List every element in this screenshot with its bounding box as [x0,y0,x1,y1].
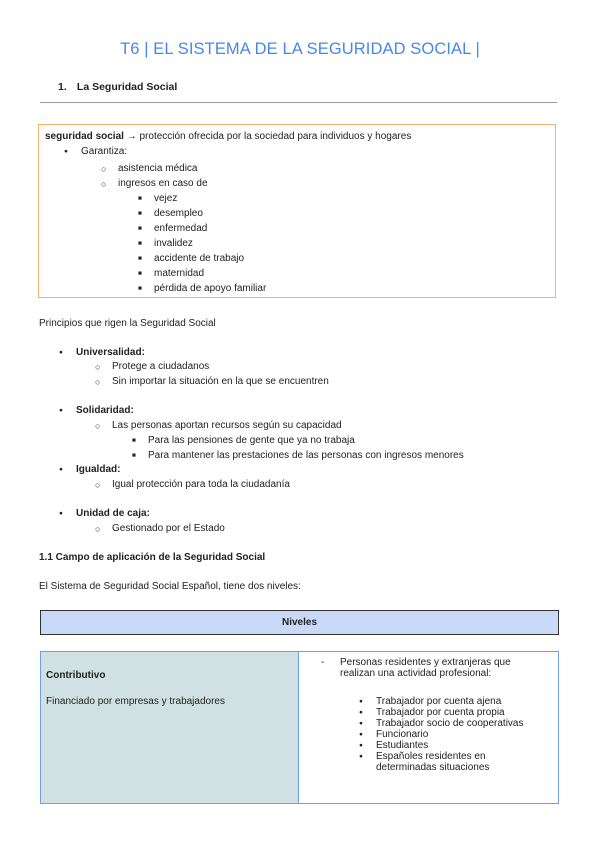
levels-intro: El Sistema de Seguridad Social Español, tiene dos niveles: [39,581,301,592]
guarantees-label: ● Garantiza: [81,146,127,158]
principle-item: ○ Las personas aportan recursos según su capacidad [112,420,342,432]
worker-type: ● Españoles residentes en [376,751,486,762]
definition-text: protección ofrecida por la sociedad para individuos y hogares [139,131,412,142]
section-1-number: 1. [58,81,67,93]
guarantee-item: ○ asistencia médica [118,163,197,175]
document-title: T6 | EL SISTEMA DE LA SEGURIDAD SOCIAL | [120,40,480,58]
definition-term: seguridad social [45,131,124,142]
case-item: ■ pérdida de apoyo familiar [154,283,266,295]
principle-universalidad: ● Universalidad: [76,347,145,359]
worker-type: ● Trabajador socio de cooperativas [376,718,524,729]
who-line: realizan una actividad profesional: [340,668,492,679]
section-1-1-heading: 1.1 Campo de aplicación de la Seguridad Social [39,552,266,563]
definition-line [45,131,411,143]
case-item: ■ invalidez [154,238,193,250]
case-item: ■ accidente de trabajo [154,253,244,265]
worker-type: ● Funcionario [376,729,428,740]
principle-solidaridad: ● Solidaridad: [76,405,134,417]
case-item: ■ vejez [154,193,177,205]
worker-type: ● Trabajador por cuenta propia [376,707,505,718]
contributivo-who-cell [299,652,558,803]
principle-item: ○ Sin importar la situación en la que se encuentren [112,376,329,388]
section-1-heading [58,81,177,93]
case-item: ■ desempleo [154,208,203,220]
contributivo-cell [41,652,299,803]
dash-bullet: - [321,657,325,668]
worker-type-continuation: determinadas situaciones [376,762,490,773]
principle-igualdad: ● Igualdad: [76,464,120,476]
principle-subitem: ■ Para las pensiones de gente que ya no trabaja [148,435,355,447]
worker-type: ● Estudiantes [376,740,428,751]
principle-item: ○ Igual protección para toda la ciudadanía [112,479,290,491]
contributivo-title: Contributivo [46,670,106,681]
niveles-header: Niveles [40,610,559,635]
case-item: ■ maternidad [154,268,204,280]
section-1-title: La Seguridad Social [76,81,178,93]
contributivo-description: Financiado por empresas y trabajadores [46,696,225,707]
case-item: ■ enfermedad [154,223,207,235]
principle-subitem: ■ Para mantener las prestaciones de las personas con ingresos menores [148,450,464,462]
worker-type: ● Trabajador por cuenta ajena [376,696,501,707]
contributivo-table [40,651,559,804]
section-divider [40,102,557,103]
principle-item: ○ Gestionado por el Estado [112,523,225,535]
principle-unidad-de-caja: ● Unidad de caja: [76,508,150,520]
who-line: Personas residentes y extranjeras que [340,657,511,668]
definition-arrow: → [123,131,140,142]
guarantee-item: ○ ingresos en caso de [118,178,208,190]
principles-intro: Principios que rigen la Seguridad Social [39,318,216,329]
principle-item: ○ Protege a ciudadanos [112,361,209,373]
